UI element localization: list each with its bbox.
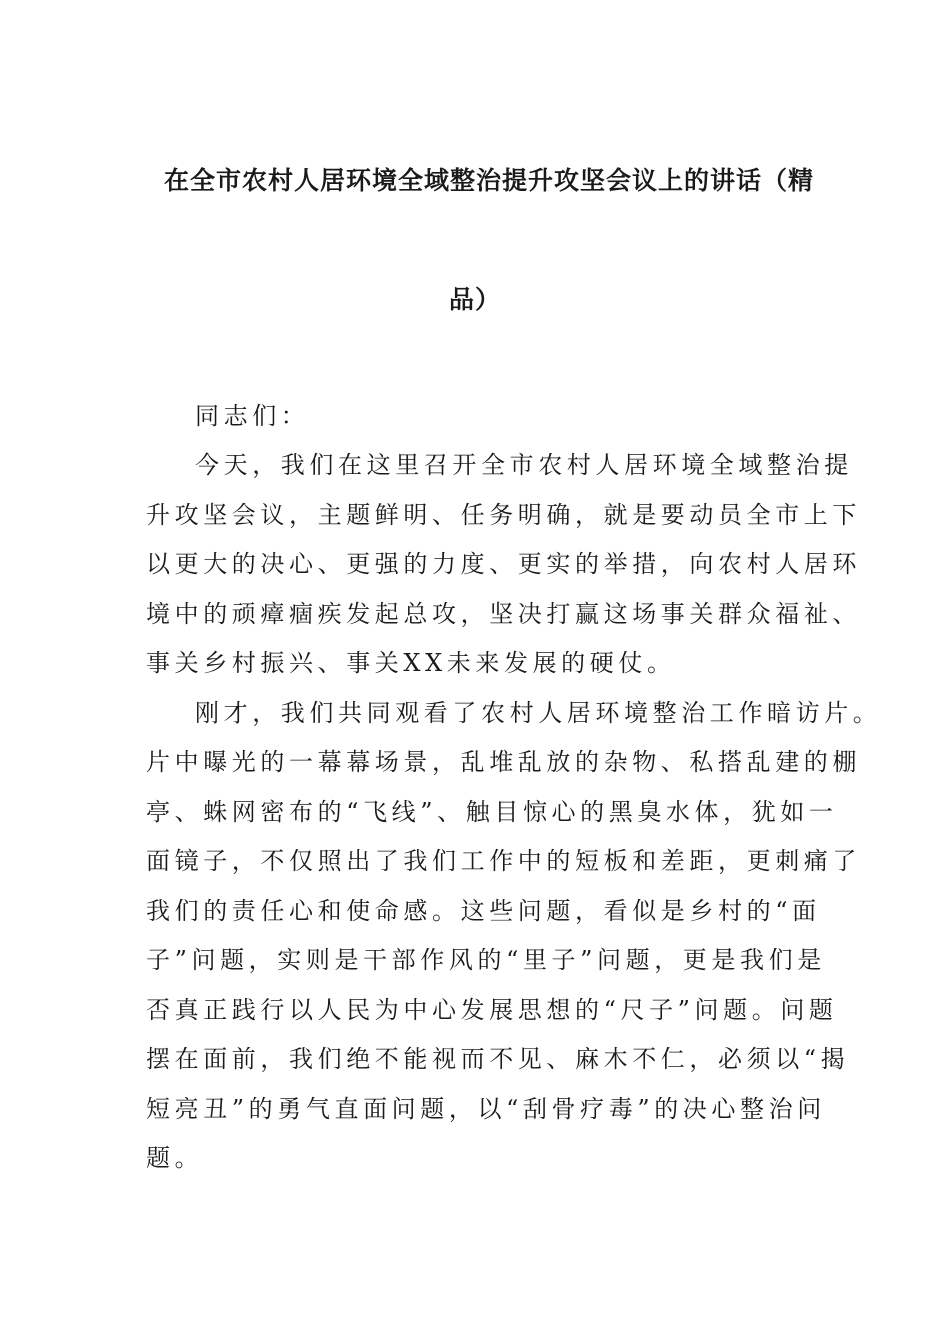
paragraph-line: 刚才，我们共同观看了农村人居环境整治工作暗访片。 xyxy=(195,699,882,727)
paragraph-line: 否真正践行以人民为中心发展思想的“尺子”问题。问题 xyxy=(146,996,838,1024)
salutation: 同志们： xyxy=(195,402,310,430)
document-title-line-1: 在全市农村人居环境全域整治提升攻坚会议上的讲话（精 xyxy=(163,166,814,195)
paragraph-line: 片中曝光的一幕幕场景，乱堆乱放的杂物、私搭乱建的棚 xyxy=(146,748,861,776)
paragraph-line: 以更大的决心、更强的力度、更实的举措，向农村人居环 xyxy=(146,550,861,578)
paragraph-line: 我们的责任心和使命感。这些问题，看似是乡村的“面 xyxy=(146,897,821,925)
paragraph-line: 升攻坚会议，主题鲜明、任务明确，就是要动员全市上下 xyxy=(146,501,861,529)
paragraph-line: 摆在面前，我们绝不能视而不见、麻木不仁，必须以“揭 xyxy=(146,1045,850,1073)
paragraph-line: 境中的顽瘴痼疾发起总攻，坚决打赢这场事关群众福祉、 xyxy=(146,600,861,628)
paragraph-line: 今天，我们在这里召开全市农村人居环境全域整治提 xyxy=(195,451,853,479)
paragraph-line: 事关乡村振兴、事关XX未来发展的硬仗。 xyxy=(146,649,676,677)
paragraph-line: 题。 xyxy=(146,1144,204,1172)
document-title-line-2: 品） xyxy=(448,285,501,314)
paragraph-line: 子”问题，实则是干部作风的“里子”问题，更是我们是 xyxy=(146,946,826,974)
paragraph-line: 亭、蛛网密布的“飞线”、触目惊心的黑臭水体，犹如一 xyxy=(146,798,838,826)
paragraph-line: 短亮丑”的勇气直面问题，以“刮骨疗毒”的决心整治问 xyxy=(146,1095,826,1123)
paragraph-line: 面镜子，不仅照出了我们工作中的短板和差距，更刺痛了 xyxy=(146,847,861,875)
